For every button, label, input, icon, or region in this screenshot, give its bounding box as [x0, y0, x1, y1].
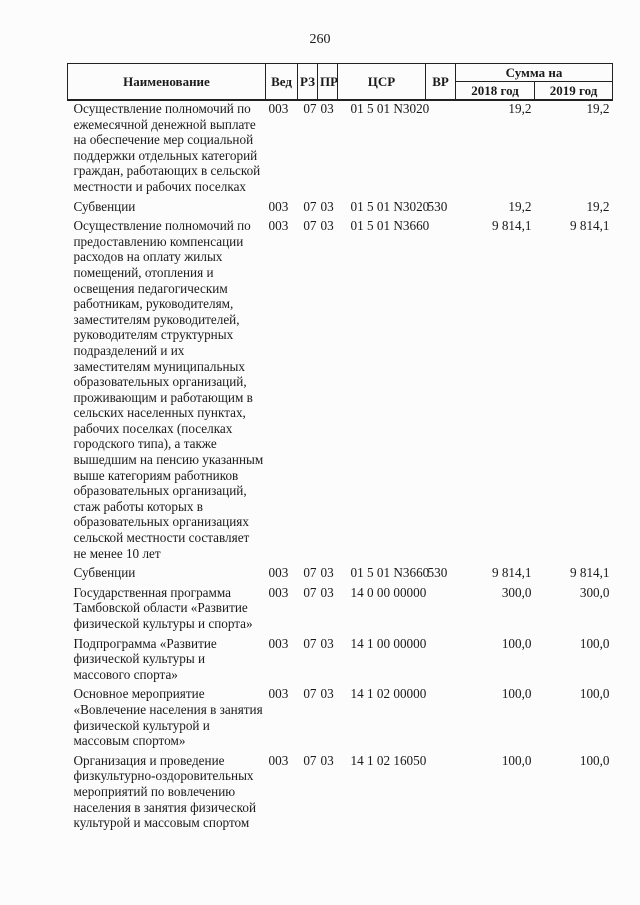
header-year-2018: 2018 год [456, 82, 535, 101]
table-row [68, 565, 613, 585]
row-sum-2019: 100,0 [579, 752, 610, 768]
row-pr: 03 [320, 752, 334, 768]
table-row [68, 218, 613, 565]
row-sum-2019: 19,2 [586, 101, 610, 116]
row-name: Осуществление полномочий по предоставлению компенсации расходов на оплату жилых помещений, отопления и освещения педагогическим работникам, руководителям, заместителям руководителей, руководителям структурных подразделений и их заместителям муниципальных образовательных организаций, проживающим и работающим в сельских населенных пунктах, рабочих поселках (поселках городского типа), а также вышедшим на пенсию указанным выше категориям работников образовательных организаций, стаж работы которых в образовательных организациях сельской местности составляет не менее 10 лет [73, 218, 264, 561]
row-ved: 003 [268, 584, 289, 600]
row-sum-2018: 100,0 [501, 635, 532, 651]
row-vr [426, 753, 456, 835]
row-name: Субвенции [73, 198, 136, 214]
header-ved: Вед [266, 64, 298, 101]
row-csr: 14 1 02 00000 [350, 686, 427, 702]
row-name: Основное мероприятие «Вовлечение населения в занятия физической культурой и массовым спортом» [73, 686, 263, 749]
budget-table [67, 63, 613, 835]
row-name: Субвенции [73, 565, 136, 581]
row-csr: 14 0 00 00000 [350, 584, 427, 600]
row-sum-2018: 9 814,1 [491, 565, 532, 581]
budget-table-container [67, 63, 612, 835]
row-vr: 530 [427, 198, 448, 214]
row-csr: 01 5 01 N3020 [350, 198, 430, 214]
row-ved: 003 [268, 101, 289, 116]
row-sum-2019: 19,2 [586, 198, 610, 214]
row-ved: 003 [268, 218, 289, 234]
row-rz: 07 [303, 686, 317, 702]
row-sum-2018: 9 814,1 [491, 218, 532, 234]
row-sum-2019: 100,0 [579, 635, 610, 651]
row-ved: 003 [268, 635, 289, 651]
row-pr: 03 [320, 584, 334, 600]
header-vr: ВР [426, 64, 456, 101]
header-name: Наименование [68, 64, 266, 101]
row-vr [426, 636, 456, 687]
table-body [68, 100, 613, 835]
row-sum-2018: 19,2 [508, 198, 532, 214]
row-rz: 07 [303, 752, 317, 768]
row-sum-2019: 300,0 [579, 584, 610, 600]
row-rz: 07 [303, 635, 317, 651]
row-pr: 03 [320, 565, 334, 581]
table-row [68, 585, 613, 636]
row-sum-2019: 9 814,1 [569, 218, 610, 234]
row-name: Осуществление полномочий по ежемесячной денежной выплате на обеспечение мер социальной поддержки отдельных категорий граждан, работающих в сельской местности и рабочих поселках [73, 101, 261, 194]
row-vr [426, 100, 456, 199]
page-number: 260 [309, 32, 331, 47]
row-ved: 003 [268, 565, 289, 581]
row-sum-2019: 9 814,1 [569, 565, 610, 581]
row-csr: 14 1 02 16050 [350, 752, 427, 768]
row-rz: 07 [303, 218, 317, 234]
header-sum: Сумма на [456, 64, 613, 82]
table-row [68, 636, 613, 687]
row-vr [426, 218, 456, 565]
row-rz: 07 [303, 101, 317, 116]
row-pr: 03 [320, 686, 334, 702]
table-row [68, 199, 613, 219]
row-sum-2018: 100,0 [501, 686, 532, 702]
header-csr: ЦСР [338, 64, 426, 101]
row-sum-2019: 100,0 [579, 686, 610, 702]
row-pr: 03 [320, 635, 334, 651]
row-sum-2018: 100,0 [501, 752, 532, 768]
header-rz: РЗ [298, 64, 318, 101]
table-row [68, 686, 613, 752]
row-pr: 03 [320, 101, 334, 116]
row-name: Организация и проведение физкультурно-оздоровительных мероприятий по вовлечению населения в занятия физической культурой и массовым спортом [73, 752, 257, 831]
row-ved: 003 [268, 752, 289, 768]
row-vr [426, 686, 456, 752]
row-pr: 03 [320, 198, 334, 214]
row-rz: 07 [303, 198, 317, 214]
row-ved: 003 [268, 198, 289, 214]
row-ved: 003 [268, 686, 289, 702]
row-csr: 01 5 01 N3020 [350, 101, 430, 116]
table-row [68, 753, 613, 835]
row-sum-2018: 19,2 [508, 101, 532, 116]
row-csr: 01 5 01 N3660 [350, 565, 430, 581]
row-rz: 07 [303, 584, 317, 600]
header-pr: ПР [318, 64, 338, 101]
header-year-2019: 2019 год [535, 82, 613, 101]
row-vr [426, 585, 456, 636]
row-name: Подпрограмма «Развитие физической культуры и массового спорта» [73, 635, 217, 682]
row-csr: 01 5 01 N3660 [350, 218, 430, 234]
row-csr: 14 1 00 00000 [350, 635, 427, 651]
table-row [68, 100, 613, 199]
row-sum-2018: 300,0 [501, 584, 532, 600]
row-vr: 530 [427, 565, 448, 581]
row-rz: 07 [303, 565, 317, 581]
row-pr: 03 [320, 218, 334, 234]
row-name: Государственная программа Тамбовской области «Развитие физической культуры и спорта» [73, 584, 253, 631]
table-header [68, 64, 613, 101]
